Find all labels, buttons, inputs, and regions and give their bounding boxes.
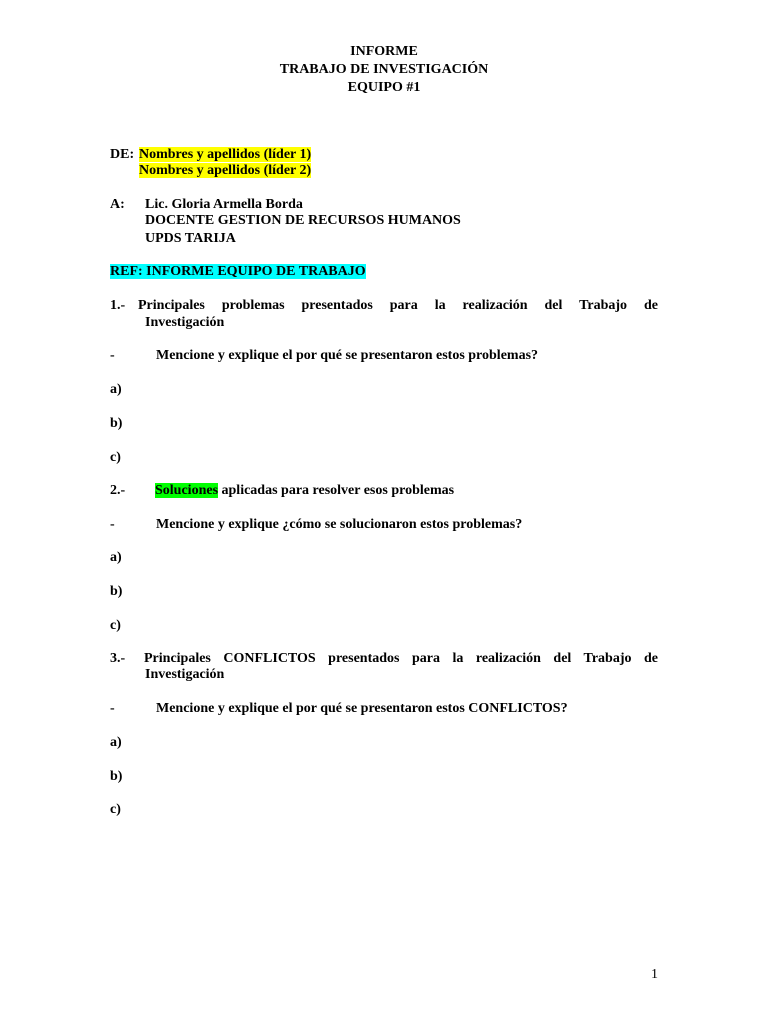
section3-dash: - xyxy=(110,701,115,716)
reference-line: REF: INFORME EQUIPO DE TRABAJO xyxy=(110,264,366,279)
section1-item-c: c) xyxy=(110,450,121,465)
section2-title-rest: aplicadas para resolver esos problemas xyxy=(218,483,455,498)
section3-title: Principales CONFLICTOS presentados para la realización del Trabajo de xyxy=(144,651,658,666)
to-org: UPDS TARIJA xyxy=(145,231,236,246)
from-label: DE: xyxy=(110,147,135,162)
section2-number: 2.- xyxy=(110,483,126,498)
to-name: Lic. Gloria Armella Borda xyxy=(145,197,303,212)
section1-title: Principales problemas presentados para la realización del Trabajo de xyxy=(138,298,658,313)
section1-item-a: a) xyxy=(110,382,122,397)
section1-title-cont: Investigación xyxy=(145,315,225,330)
doc-team: EQUIPO #1 xyxy=(347,80,421,95)
section3-item-b: b) xyxy=(110,769,123,784)
section3-item-a: a) xyxy=(110,735,122,750)
section2-question: Mencione y explique ¿cómo se solucionaron estos problemas? xyxy=(156,517,523,532)
doc-title: INFORME xyxy=(350,44,418,59)
from-leader-1: Nombres y apellidos (líder 1) xyxy=(139,147,312,162)
to-label: A: xyxy=(110,197,125,212)
section2-dash: - xyxy=(110,517,115,532)
section3-item-c: c) xyxy=(110,802,121,817)
section2-item-c: c) xyxy=(110,618,121,633)
section1-item-b: b) xyxy=(110,416,123,431)
section3-number: 3.- xyxy=(110,651,126,666)
to-role: DOCENTE GESTION DE RECURSOS HUMANOS xyxy=(145,213,461,228)
section2-item-b: b) xyxy=(110,584,123,599)
doc-subtitle: TRABAJO DE INVESTIGACIÓN xyxy=(279,62,489,77)
section3-title-cont: Investigación xyxy=(145,667,225,682)
from-leader-2: Nombres y apellidos (líder 2) xyxy=(139,163,312,178)
page-number: 1 xyxy=(651,967,658,982)
section3-question: Mencione y explique el por qué se presentaron estos CONFLICTOS? xyxy=(156,701,568,716)
section2-highlight: Soluciones xyxy=(155,483,219,498)
section2-title xyxy=(155,482,454,499)
section1-dash: - xyxy=(110,348,115,363)
section1-number: 1.- xyxy=(110,298,126,313)
section2-item-a: a) xyxy=(110,550,122,565)
section1-question: Mencione y explique el por qué se presentaron estos problemas? xyxy=(156,348,539,363)
